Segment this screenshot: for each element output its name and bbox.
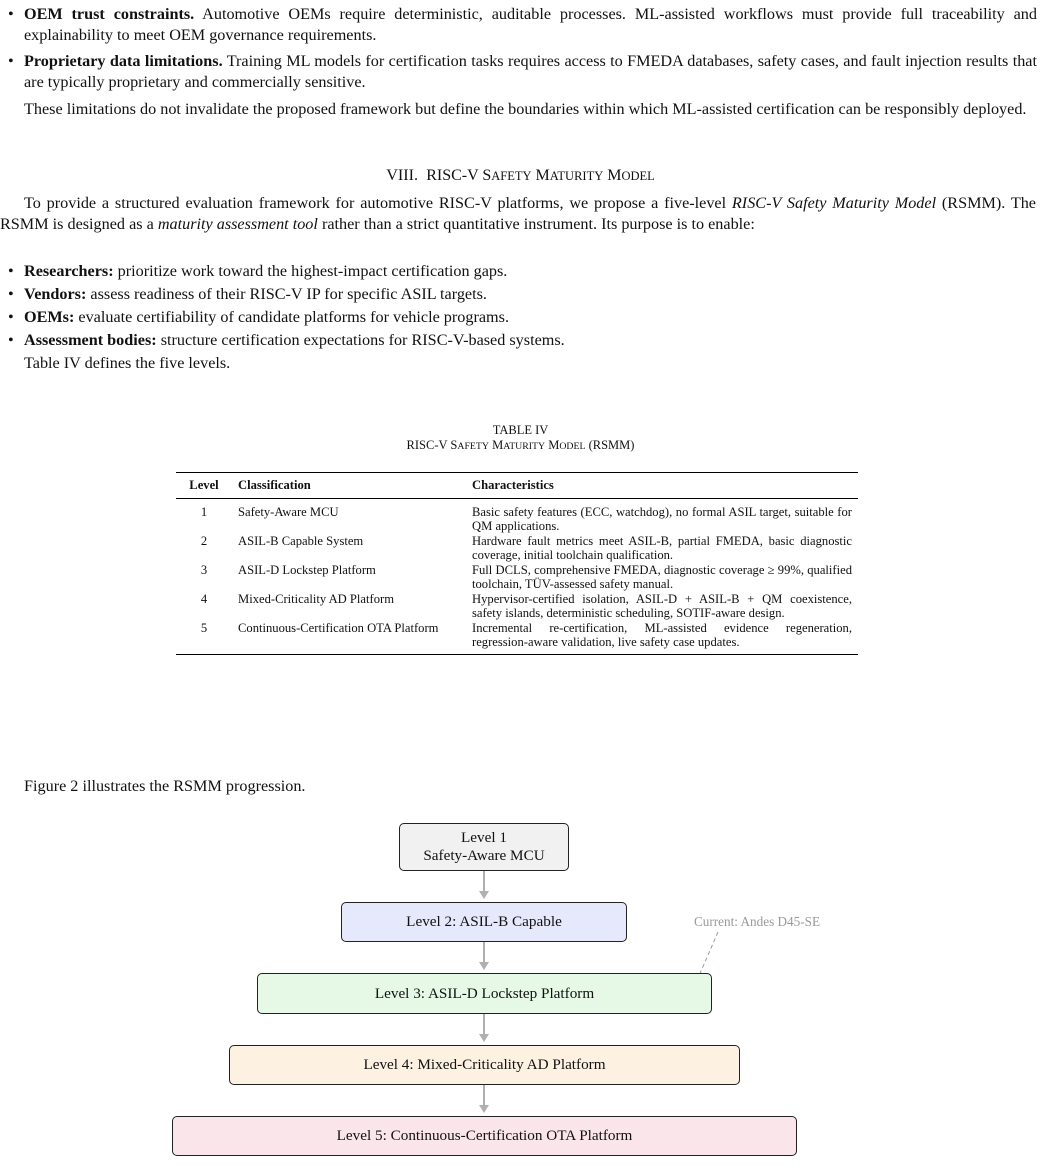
bullet-bold: Assessment bodies: (24, 331, 157, 349)
section-title-part: M (531, 167, 550, 184)
table-row (176, 592, 858, 621)
paragraph-text: These limitations do not invalidate the proposed framework but define the boundaries within which ML-assisted certification can be responsibly deployed. (24, 100, 1027, 118)
bullet-bold: OEM trust constraints. (24, 5, 195, 23)
cell-characteristics: Hypervisor-certified isolation, ASIL-D + ASIL-B + QM coexistence, safety islands, deterministic scheduling, SOTIF-aware design. (472, 591, 852, 620)
cell-classification: Continuous-Certification OTA Platform (238, 620, 439, 635)
cell-level: 1 (200, 504, 208, 519)
bullet-text: structure certification expectations for RISC-V-based systems. (156, 331, 565, 349)
section-title-part: AFETY (491, 169, 532, 183)
caption-part: AFETY (457, 441, 489, 452)
bullet-bold: Proprietary data limitations. (24, 52, 223, 70)
table-label: TABLE IV (492, 423, 549, 437)
paragraph-limitations (0, 99, 1036, 120)
bullet-bold: Researchers: (24, 262, 114, 280)
level1-subtitle: Safety-Aware MCU (423, 847, 545, 864)
cell-characteristics: Basic safety features (ECC, watchdog), no formal ASIL target, suitable for QM applications. (472, 504, 852, 533)
figure-reference: Figure 2 illustrates the RSMM progression. (24, 777, 306, 795)
caption-part: M (545, 438, 560, 452)
section-title-part: ATURITY (549, 169, 604, 183)
caption-part: ODEL (559, 441, 586, 452)
cell-classification: Safety-Aware MCU (238, 504, 339, 519)
bullet-text: assess readiness of their RISC-V IP for specific ASIL targets. (86, 285, 487, 303)
cell-level: 3 (200, 562, 208, 577)
caption-part: ATURITY (503, 441, 546, 452)
cell-classification: ASIL-B Capable System (238, 533, 364, 548)
bullet-dot: • (8, 52, 14, 70)
cell-classification: ASIL-D Lockstep Platform (238, 562, 376, 577)
level5-box (172, 1116, 797, 1156)
cell-characteristics: Incremental re-certification, ML-assisted evidence regeneration, regression-aware validation, live safety case updates. (472, 620, 852, 649)
bullet-dot: • (8, 5, 14, 23)
level1-title: Level 1 (461, 829, 507, 846)
intro-emphasis: maturity assessment tool (157, 215, 318, 233)
table-row (176, 534, 858, 563)
intro-text: To provide a structured evaluation framework for automotive RISC-V platforms, we propose a five-level (24, 194, 732, 212)
cell-level: 2 (200, 533, 208, 548)
section-title-part: ODEL (621, 169, 655, 183)
bullet-dot: • (8, 331, 14, 349)
level3-box (257, 973, 712, 1014)
cell-classification: Mixed-Criticality AD Platform (238, 591, 395, 606)
bullet-bold: Vendors: (24, 285, 87, 303)
rsmm-table (176, 472, 858, 655)
level4-label: Level 4: Mixed-Criticality AD Platform (363, 1056, 606, 1073)
bullet-dot: • (8, 308, 14, 326)
table-header-row (176, 473, 858, 499)
caption-part: RISC-V S (406, 438, 458, 452)
cell-characteristics: Hardware fault metrics meet ASIL-B, partial FMEDA, basic diagnostic coverage, initial toolchain qualification. (472, 533, 852, 562)
bullet-bold: OEMs: (24, 308, 75, 326)
bullet-text: Automotive OEMs require deterministic, auditable processes. ML-assisted workflows must provide full traceability and explainability to meet OEM governance requirements. (24, 5, 1037, 44)
intro-text: (RSMM). The RSMM is designed as a (0, 194, 1036, 233)
bullet-text: prioritize work toward the highest-impact certification gaps. (113, 262, 508, 280)
cell-level: 4 (200, 591, 208, 606)
cell-characteristics: Full DCLS, comprehensive FMEDA, diagnostic coverage ≥ 99%, qualified toolchain, TÜV-assessed safety manual. (472, 562, 852, 591)
header-level: Level (189, 478, 219, 492)
level2-label: Level 2: ASIL-B Capable (406, 913, 562, 930)
arrow-1-2 (483, 871, 485, 897)
intro-emphasis: RISC-V Safety Maturity Model (731, 194, 937, 212)
arrow-2-3 (483, 942, 485, 968)
table-reference: Table IV defines the five levels. (24, 354, 231, 372)
paragraph-intro (0, 193, 1036, 235)
level4-box (229, 1045, 740, 1085)
header-classification: Classification (238, 478, 311, 492)
bullet-dot: • (8, 262, 14, 280)
table-row (176, 563, 858, 592)
header-characteristics: Characteristics (472, 478, 554, 492)
section-title-part: RISC-V S (426, 167, 492, 184)
current-annotation: Current: Andes D45-SE (694, 914, 821, 929)
cell-level: 5 (200, 620, 208, 635)
level1-box (399, 823, 569, 871)
section-number: VIII. (386, 166, 419, 184)
table-row (176, 621, 858, 655)
section-title-part: M (603, 167, 622, 184)
caption-part: M (488, 438, 504, 452)
bullet-text: evaluate certifiability of candidate platforms for vehicle programs. (74, 308, 509, 326)
level3-label: Level 3: ASIL-D Lockstep Platform (374, 984, 595, 1002)
table-caption (0, 438, 1041, 454)
intro-text: rather than a strict quantitative instrument. Its purpose is to enable: (317, 215, 755, 233)
section-heading (0, 165, 1041, 187)
arrow-3-4 (483, 1014, 485, 1040)
level5-label: Level 5: Continuous-Certification OTA Platform (336, 1127, 633, 1144)
arrow-4-5 (483, 1085, 485, 1111)
table-row (176, 498, 858, 534)
bullet-dot: • (8, 285, 14, 303)
level2-box (341, 902, 627, 942)
bullet-text: Training ML models for certification tasks requires access to FMEDA databases, safety cases, and fault injection results that are typically proprietary and commercially sensitive. (24, 52, 1037, 91)
caption-part: (RSMM) (585, 438, 635, 452)
